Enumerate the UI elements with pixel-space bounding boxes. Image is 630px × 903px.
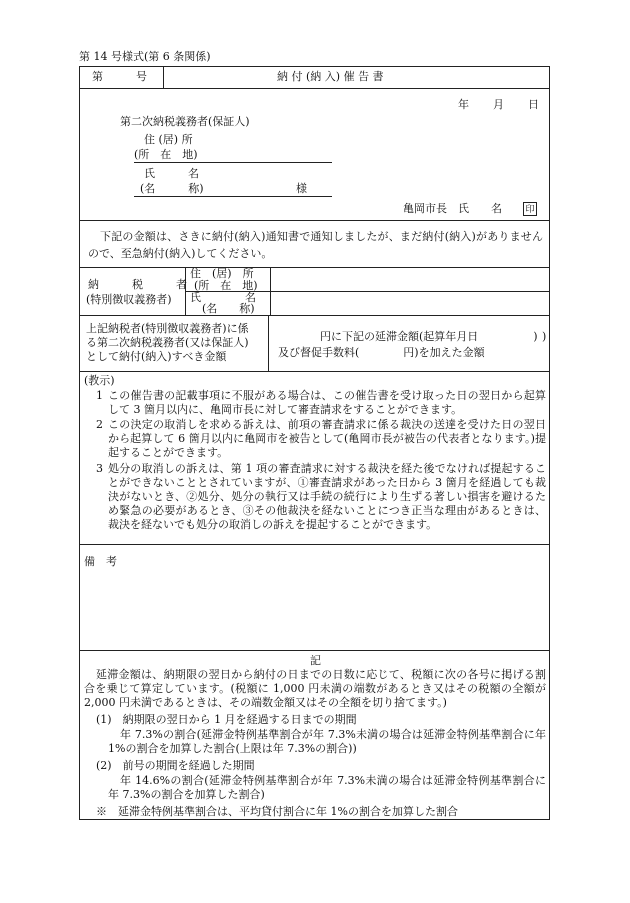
taxpayer-company-label: (名 称)	[202, 302, 255, 315]
rule	[80, 267, 549, 268]
instruction-num-2: 2	[96, 418, 103, 431]
instruction-num-1: 1	[96, 389, 103, 402]
taxpayer-location-label: (所 在 地)	[194, 279, 258, 292]
notes-footnote: ※ 延滞金特例基準割合は、平均貸付割合に年 1%の割合を加算した割合	[96, 805, 458, 818]
issuer-name: 亀岡市長 氏 名	[403, 202, 502, 215]
taxpayer-name-label: 氏 名	[190, 291, 256, 304]
rule	[80, 88, 549, 89]
amount-line-1-close: )	[542, 330, 547, 343]
rule	[80, 544, 549, 545]
addressee-role: 第二次納税義務者(保証人)	[120, 115, 250, 128]
date-day: 日	[528, 98, 539, 111]
rule	[80, 650, 549, 651]
date-year: 年	[458, 98, 469, 111]
instruction-item-1: この催告書の記載事項に不服がある場合は、この催告書を受け取った日の翌日から起算して 3 箇月以内に、亀岡市長に対して審査請求をすることができます。	[108, 389, 546, 416]
notes-heading: 記	[310, 654, 321, 667]
amount-label-line: として納付(納入)すべき金額	[86, 350, 227, 363]
rule	[268, 315, 269, 371]
rule	[80, 220, 549, 221]
taxpayer-address-label: 住 (居) 所	[190, 267, 254, 280]
address-label: 住 (居) 所	[144, 133, 193, 146]
seal-mark: 印	[523, 202, 537, 216]
amount-line-1: 円に下記の延滞金額(起算年月日 )	[320, 330, 538, 343]
rule	[80, 371, 549, 372]
company-label: (名 称)	[140, 182, 204, 195]
amount-label-line: る第二次納税義務者(又は保証人)	[86, 336, 249, 349]
rule	[270, 267, 271, 315]
remarks-label: 備 考	[84, 555, 117, 568]
rule	[80, 315, 549, 316]
name-label: 氏 名	[144, 167, 199, 180]
notes-item-1-title: (1) 納期限の翌日から 1 月を経過する日までの期間	[96, 713, 357, 726]
location-label: (所 在 地)	[134, 148, 198, 161]
form-title: 納 付 (納 入) 催 告 書	[277, 70, 384, 83]
number-cell: 第 号	[92, 70, 147, 83]
rule	[163, 67, 164, 88]
taxpayer-label: 納 税 者	[88, 278, 187, 291]
date-month: 月	[493, 98, 504, 111]
notice-text: 下記の金額は、さきに納付(納入)通知書で通知しましたが、まだ納付(納入)がありませんので、至急納付(納入)してください。	[88, 230, 543, 260]
address-underline	[134, 162, 332, 163]
notes-intro: 延滞金額は、納期限の翌日から納付の日までの日数に応じて、税額に次の各号に掲げる割合を乗じて算定しています。(税額に 1,000 円未満の端数があるとき又はその税額の全額が 2,000 円未満であるときは、その端数金額又はその全額を切り捨てます。)	[84, 668, 546, 709]
amount-line-2: 及び督促手数料( 円)を加えた金額	[278, 346, 485, 359]
name-underline	[134, 196, 332, 197]
notes-item-2-body: 年 14.6%の割合(延滞金特例基準割合が年 7.3%未満の場合は延滞金特例基準割合に年 7.3%の割合を加算した割合)	[108, 774, 546, 801]
taxpayer-sublabel: (特別徴収義務者)	[86, 293, 172, 306]
instruction-heading: (教示)	[84, 374, 115, 387]
notice-form	[79, 66, 550, 820]
instruction-item-3: 処分の取消しの訴えは、第 1 項の審査請求に対する裁決を経た後でなければ提起することができないこととされていますが、①審査請求があった日から 3 箇月を経過しても裁決がないとき、②処分、処分の執行又は手続の続行により生ずる著しい損害を避けるため緊急の必要があるとき、③その他裁決を経ないことにつき正当な理由があるときは、裁決を経ないでも処分の取消しの訴えを提起することができます。	[108, 462, 546, 531]
amount-label-line: 上記納税者(特別徴収義務者)に係	[86, 322, 249, 335]
honorific: 様	[296, 182, 307, 195]
notes-item-1-body: 年 7.3%の割合(延滞金特例基準割合が年 7.3%未満の場合は延滞金特例基準割合に年 1%の割合を加算した割合(上限は年 7.3%の割合))	[108, 728, 546, 755]
form-label: 第 14 号様式(第 6 条関係)	[79, 50, 211, 63]
instruction-item-2: この決定の取消しを求める訴えは、前項の審査請求に係る裁決の送達を受けた日の翌日から起算して 6 箇月以内に亀岡市を被告として(亀岡市長が被告の代表者となります。)提起することができます。	[108, 418, 546, 459]
notes-item-2-title: (2) 前号の期間を経過した期間	[96, 759, 255, 772]
instruction-num-3: 3	[96, 462, 103, 475]
